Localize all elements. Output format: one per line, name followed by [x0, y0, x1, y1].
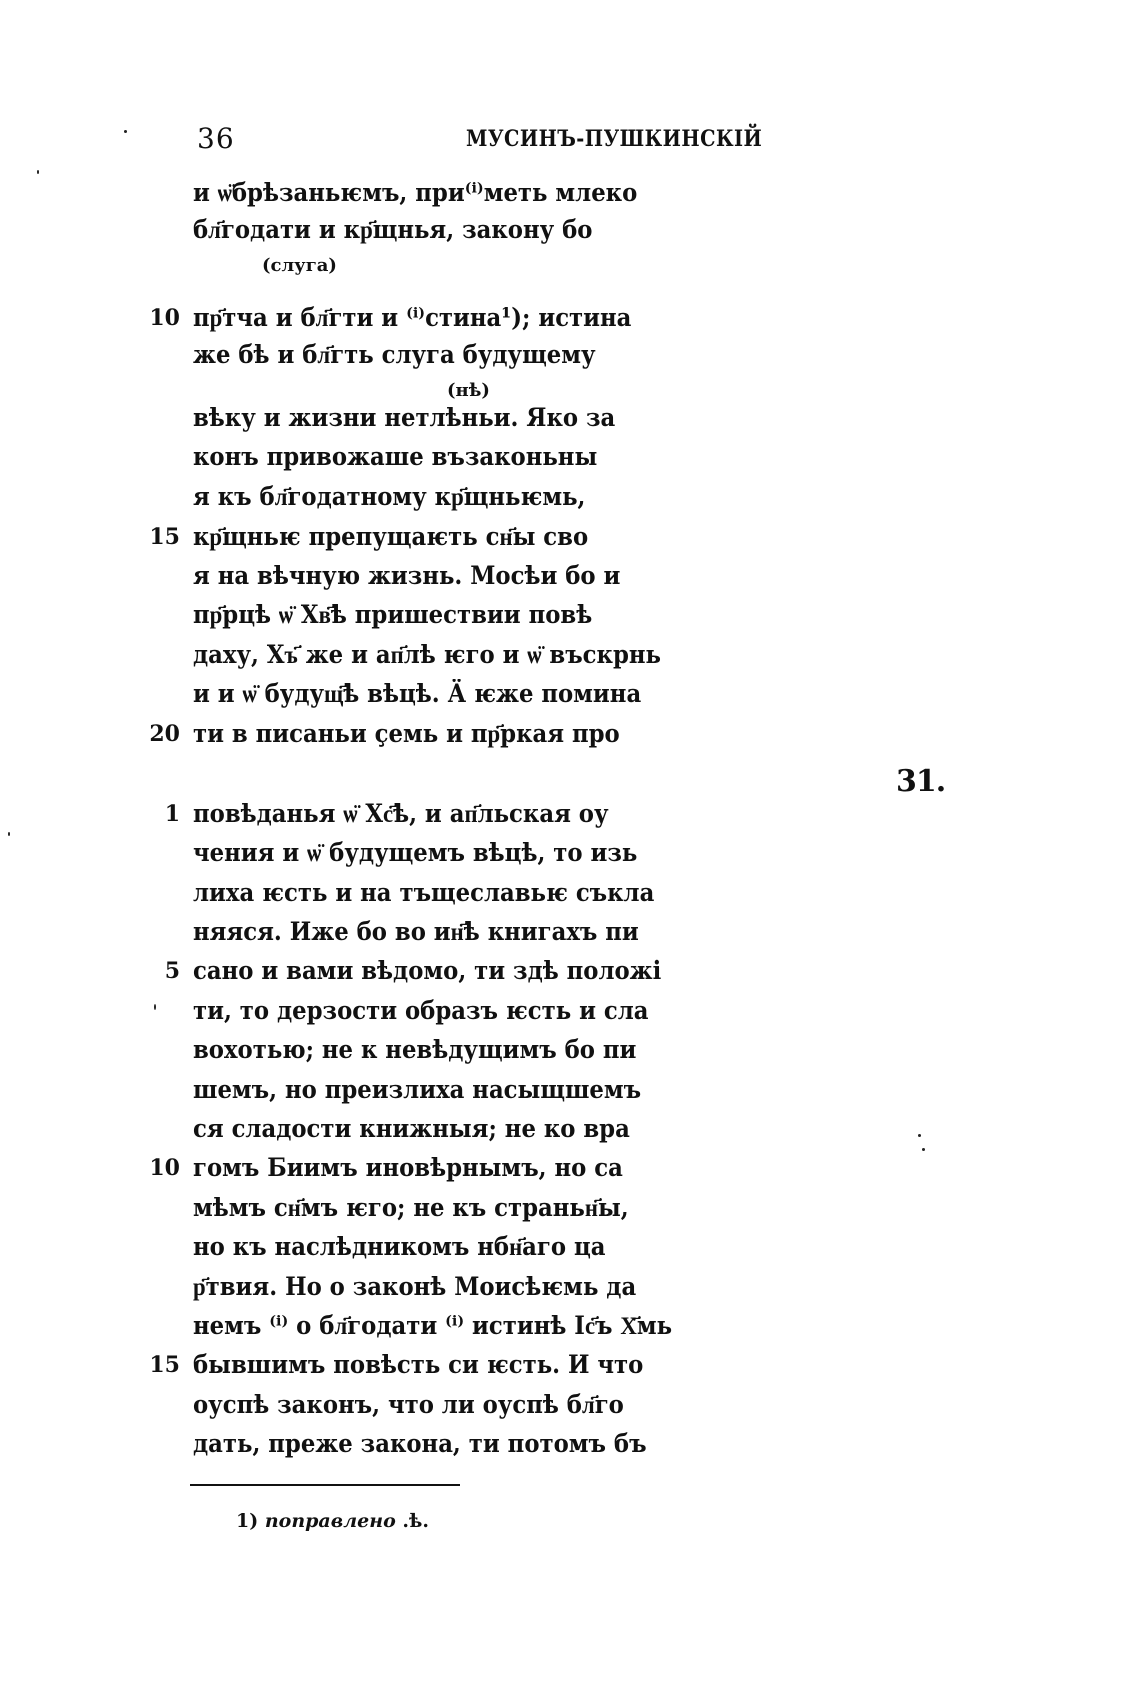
scan-speck	[918, 1134, 921, 1137]
text-line: ся сладости книжныя; не ко вра	[193, 1114, 630, 1143]
interlinear-gloss: (слуга)	[262, 255, 337, 276]
text-line: и и ѡ̈ будущ҃ѣ вѣцѣ. Ӓ ѥже помина	[193, 679, 642, 708]
text-line: пр҃тча и бл҃гти и ⁽ⁱ⁾стина¹); истина	[193, 303, 632, 332]
scan-speck	[37, 170, 39, 174]
line-number: 15	[149, 1352, 180, 1378]
text-line: бывшимъ повѣсть си ѥсть. И что	[193, 1350, 644, 1379]
line-number: 20	[149, 721, 180, 747]
scan-speck	[8, 832, 10, 836]
footnote-text: поправлено	[264, 1510, 396, 1532]
text-line: сано и вами вѣдомо, ти здѣ положі	[193, 956, 662, 985]
text-line: я къ бл҃годатному кр҃щньѥмь,	[193, 482, 586, 511]
footnote	[236, 1510, 429, 1532]
text-line: бл҃годати и кр҃щнья, закону бо	[193, 215, 593, 244]
footnote-tail: .ѣ.	[402, 1510, 429, 1532]
text-line: мѣмъ сн҃мъ ѥго; не къ страньн҃ы,	[193, 1193, 629, 1222]
line-number: 10	[149, 305, 180, 331]
interlinear-gloss: (нѣ)	[447, 380, 490, 401]
text-line: р҃твия. Но о законѣ Моисѣѥмь да	[193, 1272, 637, 1301]
text-line: конъ привожаше възаконьны	[193, 442, 598, 471]
line-number: 5	[164, 958, 180, 984]
text-line: повѣданья ѡ̈ Хс҃ѣ, и ап҃льская оу	[193, 799, 609, 828]
text-line: ти, то дерзости образъ ѥсть и сла	[193, 996, 649, 1025]
text-line: и ѡ̈брѣзаньѥмъ, при⁽ⁱ⁾меть млеко	[193, 178, 638, 207]
footnote-rule	[190, 1484, 460, 1486]
text-line: шемъ, но преизлиха насыщшемъ	[193, 1075, 642, 1104]
line-number: 1	[164, 801, 180, 827]
text-line: ти в писаньи ҫемь и пр҃ркая про	[193, 719, 620, 748]
text-line: но къ наслѣдникомъ нбн҃аго ца	[193, 1232, 606, 1261]
line-number: 15	[149, 524, 180, 550]
text-line: пр҃рцѣ ѡ̈ Хв҃ѣ пришествии повѣ	[193, 600, 593, 629]
text-line: оуспѣ законъ, что ли оуспѣ бл҃го	[193, 1390, 624, 1419]
text-line: лиха ѥсть и на тъщеславьѥ съкла	[193, 878, 655, 907]
footnote-marker: 1)	[236, 1510, 259, 1532]
text-line: же бѣ и бл҃гть слуга будущему	[193, 340, 596, 369]
page-number: 36	[197, 122, 235, 155]
margin-folio-number: 31.	[896, 764, 946, 799]
text-line: дать, преже закона, ти потомъ бъ	[193, 1429, 647, 1458]
scan-speck	[124, 130, 127, 133]
text-line: кр҃щньѥ препущаѥть сн҃ы сво	[193, 522, 589, 551]
running-title: МУСИНЪ-ПУШКИНСКІЙ	[466, 126, 763, 152]
text-line: няяся. Иже бо во ин҃ѣ книгахъ пи	[193, 917, 639, 946]
text-line: вѣку и жизни нетлѣньи. Яко за	[193, 403, 616, 432]
text-line: чения и ѡ̈ будущемъ вѣцѣ, то изь	[193, 838, 638, 867]
text-line: гомъ Биимъ иновѣрнымъ, но са	[193, 1153, 623, 1182]
text-line: немъ ⁽ⁱ⁾ о бл҃годати ⁽ⁱ⁾ истинѣ Іс҃ъ Х҃мь	[193, 1311, 673, 1340]
text-line: вохотью; не к невѣдущимъ бо пи	[193, 1035, 637, 1064]
scan-speck	[154, 1004, 156, 1010]
scan-speck	[922, 1148, 925, 1151]
text-line: даху, Хъ҃ же и ап҃лѣ ѥго и ѡ̈ въскрнь	[193, 640, 661, 669]
line-number: 10	[149, 1155, 180, 1181]
text-line: я на вѣчную жизнь. Мосѣи бо и	[193, 561, 621, 590]
